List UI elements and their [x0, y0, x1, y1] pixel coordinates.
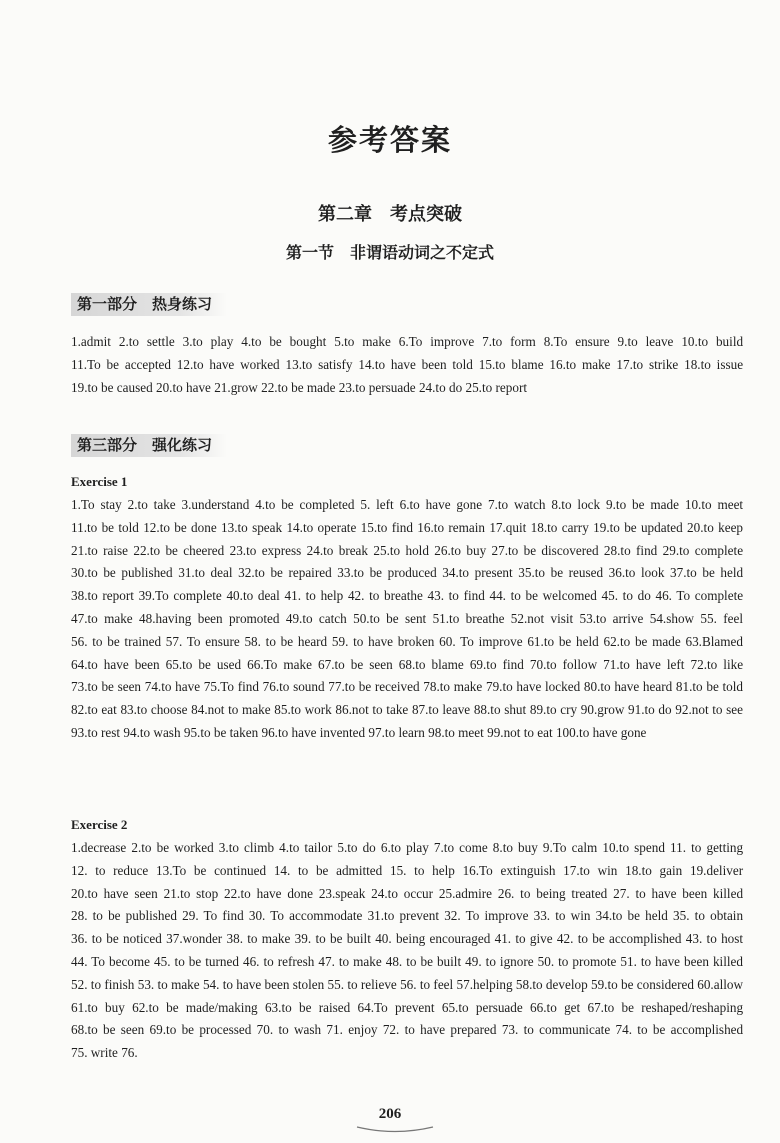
- page-number: 206: [378, 1106, 402, 1122]
- section-heading: 第一节 非谓语动词之不定式: [285, 243, 494, 262]
- answer-item: 32.to be repaired: [238, 565, 332, 581]
- answer-item: 13.to speak: [221, 519, 283, 535]
- answer-item: 56. to be trained: [71, 633, 162, 649]
- answer-item: 19.deliver: [689, 862, 744, 878]
- answer-item: 89.to cry: [529, 702, 578, 718]
- answer-item: 46. To complete: [655, 588, 744, 604]
- answer-item: 57.helping: [456, 976, 513, 992]
- answer-item: 15.to blame: [478, 356, 544, 372]
- answer-item: 9.to be made: [606, 497, 679, 512]
- answer-item: 50. to promote: [537, 953, 617, 969]
- answer-item: 10.to meet: [684, 497, 744, 512]
- answer-item: 47. to make: [318, 953, 382, 969]
- answer-item: 40.to deal: [226, 588, 280, 604]
- answer-item: 91.to do: [628, 702, 672, 718]
- answer-item: 2.to take: [127, 497, 176, 512]
- answer-item: 72. to have prepared: [382, 1022, 497, 1038]
- answer-item: 27. to have been killed: [613, 885, 744, 901]
- answer-item: 98.to meet: [428, 724, 484, 740]
- answer-item: 20.to keep: [687, 519, 744, 535]
- answer-item: 38.to report: [71, 588, 134, 604]
- answer-item: 79.to have locked: [485, 679, 581, 695]
- answer-item: 86.not to take: [335, 702, 409, 718]
- answer-item: 22.to be cheered: [133, 542, 225, 558]
- answer-item: 34.to present: [442, 565, 513, 581]
- answer-item: 48.having been promoted: [139, 610, 280, 626]
- answer-item: 55. feel: [700, 610, 743, 626]
- answer-item: 18.to gain: [625, 862, 683, 878]
- answer-item: 64.to have been: [71, 656, 160, 672]
- answer-item: 3.understand: [181, 497, 250, 512]
- answer-item: 92.not to see: [675, 702, 744, 718]
- part1-answers: [71, 331, 743, 399]
- answer-item: 17.to strike: [616, 356, 679, 372]
- answer-item: 43. to host: [685, 931, 744, 947]
- answer-item: 43. to find: [427, 588, 485, 604]
- answer-item: 19.to be caused: [71, 379, 153, 395]
- answer-item: 36. to be noticed: [71, 931, 162, 947]
- answer-item: 12.to be done: [143, 519, 217, 535]
- answer-item: 52. to finish: [71, 976, 135, 992]
- answer-item: 1.admit: [71, 334, 111, 349]
- answer-item: 51.to breathe: [432, 610, 505, 626]
- answer-item: 71.to have left: [603, 656, 685, 672]
- answer-item: 5.to do: [337, 840, 376, 855]
- answer-item: 76.to sound: [262, 679, 325, 695]
- answer-item: 4.to be completed: [255, 497, 355, 512]
- answer-item: 15.to find: [360, 519, 413, 535]
- answer-item: 53.to arrive: [579, 610, 644, 626]
- answer-item: 71. enjoy: [326, 1022, 378, 1038]
- answer-item: 23.to express: [229, 542, 302, 558]
- answer-item: 17.to win: [563, 862, 618, 878]
- answer-item: 9.To calm: [542, 840, 598, 855]
- exercise2-answers: [71, 837, 743, 1065]
- answer-item: 16.to make: [549, 356, 611, 372]
- answer-item: 24.to do: [418, 379, 463, 395]
- answer-item: 44. To become: [71, 953, 151, 969]
- answer-item: 24.to occur: [371, 885, 434, 901]
- answer-item: 77.to be received: [328, 679, 420, 695]
- answer-item: 64.To prevent: [357, 999, 435, 1015]
- answer-item: 70.to follow: [529, 656, 598, 672]
- answer-item: 39. to be built: [294, 931, 371, 947]
- answer-item: 69.to find: [469, 656, 524, 672]
- answer-item: 6.to play: [380, 840, 429, 855]
- answer-item: 1.decrease: [71, 840, 127, 855]
- answer-item: 7.to come: [433, 840, 488, 855]
- answer-item: 49. to ignore: [465, 953, 534, 969]
- answer-item: 52.not visit: [510, 610, 574, 626]
- answer-item: 61.to buy: [71, 999, 125, 1015]
- answer-item: 18.to issue: [684, 356, 744, 372]
- answer-item: 26.to buy: [434, 542, 487, 558]
- answer-item: 33. to win: [533, 908, 591, 924]
- answer-item: 32. To improve: [444, 908, 529, 924]
- answer-item: 61.to be held: [527, 633, 599, 649]
- answer-item: 95.to be taken: [183, 724, 259, 740]
- answer-item: 14.to have been told: [358, 356, 473, 372]
- answer-item: 9.to leave: [617, 334, 674, 349]
- answer-item: 53. to make: [137, 976, 200, 992]
- answer-item: 90.grow: [580, 702, 625, 718]
- answer-item: 28.to find: [603, 542, 658, 558]
- answer-item: 21.to stop: [163, 885, 219, 901]
- answer-item: 22.to have done: [224, 885, 313, 901]
- exercise1-heading: Exercise 1: [71, 474, 128, 489]
- answer-item: 69.to be processed: [149, 1022, 252, 1038]
- answer-item: 66.to get: [530, 999, 581, 1015]
- answer-item: 12. to reduce: [71, 862, 149, 878]
- answer-item: 5.to make: [334, 334, 391, 349]
- answer-item: 42. to be accomplished: [556, 931, 682, 947]
- answer-item: 22.to be made: [261, 379, 336, 395]
- answer-item: 68.to be seen: [71, 1022, 145, 1038]
- answer-item: 50.to be sent: [353, 610, 427, 626]
- answer-item: 46. to refresh: [242, 953, 315, 969]
- chapter-heading: 第二章 考点突破: [318, 204, 462, 225]
- answer-item: 70. to wash: [256, 1022, 322, 1038]
- answer-item: 58. to be heard: [244, 633, 328, 649]
- answer-item: 41. to give: [494, 931, 553, 947]
- answer-item: 8.To ensure: [543, 334, 610, 349]
- answer-item: 23.to persuade: [338, 379, 416, 395]
- answer-item: 97.to learn: [368, 724, 425, 740]
- answer-item: 3.to climb: [218, 840, 275, 855]
- answer-item: 35.to be reused: [518, 565, 604, 581]
- answer-item: 26. to being treated: [497, 885, 608, 901]
- answer-item: 74.to have: [144, 679, 201, 695]
- answer-item: 45. to do: [601, 588, 651, 604]
- exercise1-answers: [71, 494, 743, 745]
- answer-item: 6.To improve: [398, 334, 475, 349]
- answer-item: 14.to operate: [286, 519, 357, 535]
- answer-item: 78.to make: [423, 679, 483, 695]
- answer-item: 30.to be published: [71, 565, 173, 581]
- answer-item: 15. to help: [389, 862, 455, 878]
- answer-item: 44. to be welcomed: [489, 588, 597, 604]
- answer-item: 58.to develop: [515, 976, 588, 992]
- answer-item: 11.to be told: [71, 519, 139, 535]
- page-number-swoosh-icon: [355, 1124, 435, 1134]
- answer-item: 27.to be discovered: [491, 542, 599, 558]
- answer-item: 8.to lock: [551, 497, 601, 512]
- answer-item: 7.to watch: [487, 497, 546, 512]
- part3-heading: 第三部分 强化练习: [71, 434, 227, 457]
- answer-item: 49.to catch: [285, 610, 347, 626]
- answer-item: 36.to look: [608, 565, 665, 581]
- answer-item: 25.to hold: [373, 542, 429, 558]
- answer-item: 45. to be turned: [154, 953, 239, 969]
- answer-item: 18.to carry: [530, 519, 589, 535]
- answer-item: 65.to be used: [165, 656, 242, 672]
- answer-item: 76.: [121, 1045, 138, 1061]
- answer-item: 19.to be updated: [593, 519, 683, 535]
- answer-item: 30. To accommodate: [248, 908, 363, 924]
- answer-item: 21.grow: [214, 379, 258, 395]
- answer-item: 56. to feel: [400, 976, 454, 992]
- answer-item: 84.not to make: [191, 702, 271, 718]
- answer-item: 13.To be continued: [156, 862, 267, 878]
- answer-item: 67.to be seen: [318, 656, 393, 672]
- answer-item: 23.speak: [318, 885, 366, 901]
- answer-item: 11. to getting: [670, 840, 744, 855]
- answer-item: 16.to remain: [417, 519, 485, 535]
- answer-item: 29. To find: [182, 908, 244, 924]
- answer-item: 99.not to eat: [487, 724, 553, 740]
- answer-item: 13.to satisfy: [285, 356, 353, 372]
- answer-item: 16.To extinguish: [462, 862, 556, 878]
- answer-item: 37.to be held: [670, 565, 744, 581]
- answer-item: 20.to have seen: [71, 885, 158, 901]
- answer-item: 60. To improve: [439, 633, 523, 649]
- answer-item: 93.to rest: [71, 724, 121, 740]
- answer-item: 6.to have gone: [399, 497, 483, 512]
- answer-item: 75.To find: [203, 679, 259, 695]
- answer-item: 33.to be produced: [337, 565, 437, 581]
- answer-item: 80.to have heard: [583, 679, 673, 695]
- answer-item: 8.to buy: [492, 840, 538, 855]
- answer-item: 74. to be accomplished: [615, 1022, 744, 1038]
- answer-item: 73.to be seen: [71, 679, 142, 695]
- answer-item: 51. to have been killed: [620, 953, 743, 969]
- answer-item: 37.wonder: [166, 931, 223, 947]
- answer-item: 31.to deal: [178, 565, 233, 581]
- answer-item: 66.To make: [247, 656, 312, 672]
- answer-item: 4.to tailor: [279, 840, 333, 855]
- answer-item: 72.to like: [690, 656, 744, 672]
- answer-item: 42. to breathe: [347, 588, 423, 604]
- answer-item: 82.to eat: [71, 702, 117, 718]
- answer-item: 25.admire: [438, 885, 492, 901]
- answer-item: 59.to be considered: [590, 976, 694, 992]
- answer-item: 75. write: [71, 1045, 118, 1061]
- answer-item: 10.to spend: [602, 840, 665, 855]
- answer-item: 14. to be admitted: [273, 862, 383, 878]
- answer-item: 7.to form: [482, 334, 536, 349]
- answer-item: 5. left: [360, 497, 394, 512]
- answer-item: 39.To complete: [138, 588, 222, 604]
- answer-item: 40. being encouraged: [375, 931, 491, 947]
- answer-item: 31.to prevent: [367, 908, 440, 924]
- answer-item: 100.to have gone: [555, 724, 647, 740]
- answer-item: 68.to blame: [398, 656, 464, 672]
- answer-item: 83.to choose: [120, 702, 188, 718]
- answer-item: 3.to play: [182, 334, 234, 349]
- answer-item: 41. to help: [284, 588, 344, 604]
- answer-item: 65.to persuade: [441, 999, 523, 1015]
- answer-item: 25.to report: [465, 379, 527, 395]
- answer-item: 54. to have been stolen: [202, 976, 325, 992]
- answer-item: 94.to wash: [123, 724, 181, 740]
- answer-item: 62.to be made/making: [132, 999, 258, 1015]
- answer-item: 67.to be reshaped/reshaping: [587, 999, 744, 1015]
- answer-item: 88.to shut: [473, 702, 527, 718]
- answer-item: 62.to be made: [603, 633, 681, 649]
- answer-item: 47.to make: [71, 610, 133, 626]
- answer-item: 96.to have invented: [261, 724, 366, 740]
- answer-item: 38. to make: [226, 931, 291, 947]
- answer-item: 24.to break: [306, 542, 369, 558]
- answer-item: 73. to communicate: [501, 1022, 611, 1038]
- answer-item: 63.Blamed: [685, 633, 743, 649]
- answer-item: 2.to settle: [118, 334, 175, 349]
- answer-item: 48. to be built: [385, 953, 462, 969]
- answer-item: 85.to work: [274, 702, 332, 718]
- page-title: 参考答案: [327, 123, 452, 157]
- answer-item: 28. to be published: [71, 908, 177, 924]
- answer-item: 87.to leave: [411, 702, 471, 718]
- answer-item: 17.quit: [489, 519, 527, 535]
- part1-heading: 第一部分 热身练习: [71, 293, 227, 316]
- answer-item: 4.to be bought: [241, 334, 327, 349]
- answer-item: 12.to have worked: [176, 356, 280, 372]
- answer-item: 55. to relieve: [327, 976, 397, 992]
- answer-item: 63.to be raised: [264, 999, 351, 1015]
- exercise2-heading: Exercise 2: [71, 817, 128, 832]
- answer-item: 11.To be accepted: [71, 356, 171, 372]
- answer-item: 21.to raise: [71, 542, 128, 558]
- answer-item: 2.to be worked: [131, 840, 214, 855]
- answer-item: 54.show: [649, 610, 695, 626]
- answer-item: 10.to build: [681, 334, 744, 349]
- answer-item: 60.allow: [697, 976, 744, 992]
- answer-item: 81.to be told: [675, 679, 744, 695]
- answer-item: 1.To stay: [71, 497, 122, 512]
- answer-item: 29.to complete: [662, 542, 744, 558]
- answer-item: 35. to obtain: [673, 908, 744, 924]
- answer-item: 59. to have broken: [331, 633, 435, 649]
- answer-item: 34.to be held: [595, 908, 668, 924]
- answer-item: 20.to have: [155, 379, 211, 395]
- answer-item: 57. To ensure: [165, 633, 240, 649]
